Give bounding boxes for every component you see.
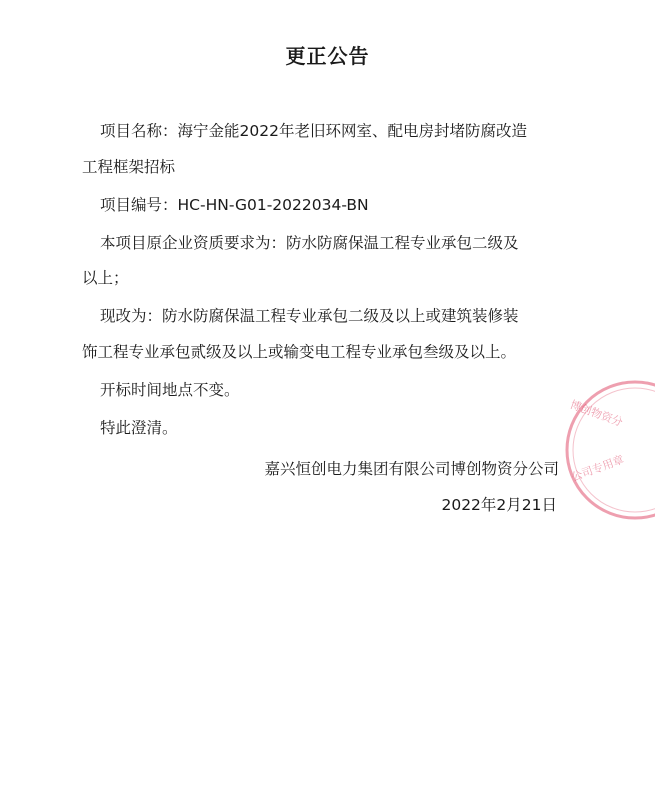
project-number: 项目编号：HC-HN-G01-2022034-BN bbox=[100, 196, 369, 214]
project-name-line-1: 项目名称：海宁金能2022年老旧环网室、配电房封堵防腐改造 bbox=[100, 122, 527, 140]
project-name-line-2: 工程框架招标 bbox=[82, 158, 176, 176]
original-requirement-line-1: 本项目原企业资质要求为：防水防腐保温工程专业承包二级及 bbox=[100, 234, 519, 252]
change-line-1: 现改为：防水防腐保温工程专业承包二级及以上或建筑装修装 bbox=[100, 307, 519, 325]
unchanged-notice: 开标时间地点不变。 bbox=[100, 381, 240, 399]
document-title: 更正公告 bbox=[285, 44, 370, 68]
issue-date: 2022年2月21日 bbox=[441, 496, 557, 514]
svg-text:公司专用章: 公司专用章 bbox=[569, 452, 626, 484]
svg-text:博创物资分: 博创物资分 bbox=[568, 398, 625, 430]
change-line-2: 饰工程专业承包贰级及以上或输变电工程专业承包叁级及以上。 bbox=[82, 343, 517, 361]
original-requirement-line-2: 以上； bbox=[82, 269, 129, 287]
company-seal-stamp bbox=[560, 375, 655, 525]
issuer-company: 嘉兴恒创电力集团有限公司博创物资分公司 bbox=[264, 460, 559, 478]
clarification-notice: 特此澄清。 bbox=[100, 419, 178, 437]
